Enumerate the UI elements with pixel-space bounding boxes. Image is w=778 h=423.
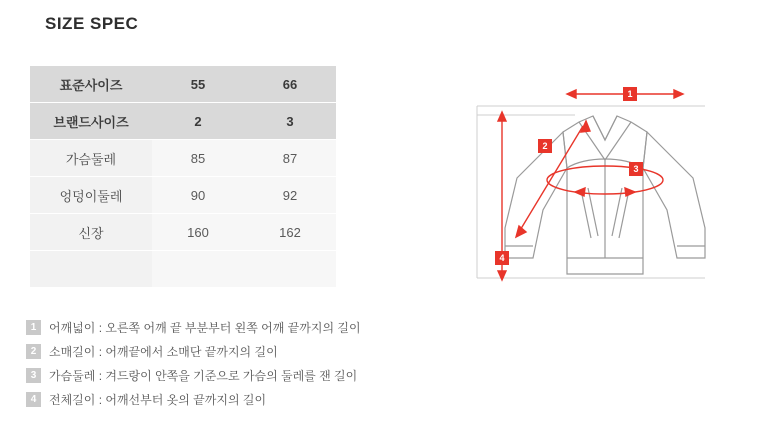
row-label: 가슴둘레 <box>30 140 152 177</box>
legend-item <box>26 363 446 387</box>
diagram-marker-1: 1 <box>623 87 637 101</box>
legend-item <box>26 387 446 411</box>
diagram-marker-4: 4 <box>495 251 509 265</box>
legend-item <box>26 339 446 363</box>
legend-text: 소매길이 : 어깨끝에서 소매단 끝까지의 길이 <box>49 344 278 359</box>
row-value-2: 162 <box>244 214 336 251</box>
table-header-value-2: 66 <box>244 66 336 103</box>
legend <box>26 315 446 411</box>
table-row <box>30 66 336 103</box>
diagram-marker-2: 2 <box>538 139 552 153</box>
size-spec-table <box>30 66 336 288</box>
table-row <box>30 103 336 140</box>
row-value-2: 87 <box>244 140 336 177</box>
row-value-1 <box>152 251 244 288</box>
legend-number: 4 <box>26 392 41 407</box>
row-value-1: 85 <box>152 140 244 177</box>
table-header-label: 표준사이즈 <box>30 66 152 103</box>
legend-number: 1 <box>26 320 41 335</box>
legend-text: 가슴둘레 : 겨드랑이 안쪽을 기준으로 가슴의 둘레를 잰 길이 <box>49 368 358 383</box>
diagram-marker-3: 3 <box>629 162 643 176</box>
garment-measurement-diagram <box>455 60 755 300</box>
table-row <box>30 177 336 214</box>
row-label: 엉덩이둘레 <box>30 177 152 214</box>
row-value-1: 90 <box>152 177 244 214</box>
table-header-value-1: 55 <box>152 66 244 103</box>
row-value-1: 160 <box>152 214 244 251</box>
row-value-2: 92 <box>244 177 336 214</box>
row-label <box>30 251 152 288</box>
page-title: SIZE SPEC <box>45 14 139 33</box>
legend-number: 2 <box>26 344 41 359</box>
row-value-1: 2 <box>152 103 244 140</box>
table-row <box>30 140 336 177</box>
legend-text: 어깨넓이 : 오른쪽 어깨 끝 부분부터 왼쪽 어깨 끝까지의 길이 <box>49 320 361 335</box>
row-label: 브랜드사이즈 <box>30 103 152 140</box>
table-row <box>30 214 336 251</box>
legend-number: 3 <box>26 368 41 383</box>
table-row <box>30 251 336 288</box>
row-value-2: 3 <box>244 103 336 140</box>
legend-text: 전체길이 : 어깨선부터 옷의 끝까지의 길이 <box>49 392 267 407</box>
legend-item <box>26 315 446 339</box>
row-label: 신장 <box>30 214 152 251</box>
row-value-2 <box>244 251 336 288</box>
